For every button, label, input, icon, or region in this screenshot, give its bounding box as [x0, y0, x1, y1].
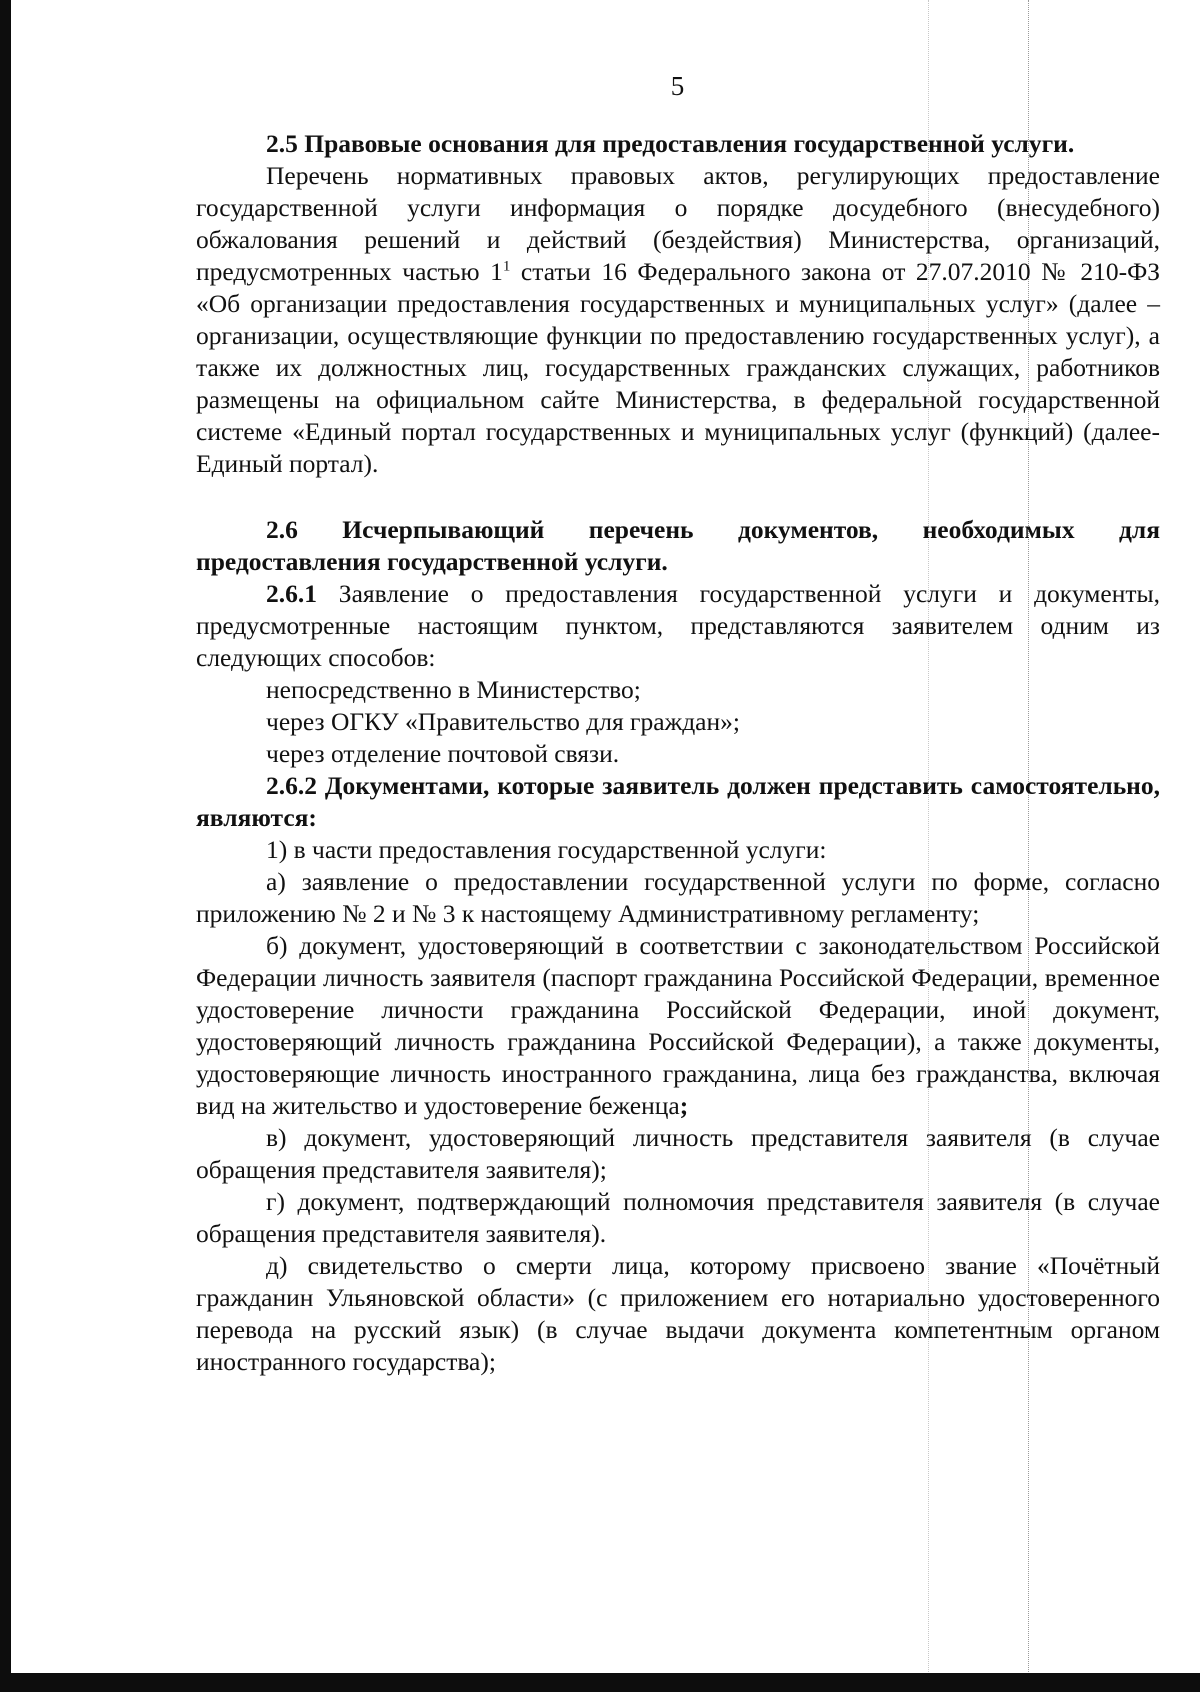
- list-item-a: а) заявление о предоставлении государственной услуги по форме, согласно приложению № 2 и № 3 к настоящему Административному регламенту;: [196, 867, 1160, 928]
- paragraph-2-6-1-number: 2.6.1: [266, 579, 317, 608]
- scan-border-bottom: [0, 1673, 1200, 1692]
- section-2-5-text-b: статьи 16 Федерального закона от 27.07.2010 № 210-ФЗ «Об организации предоставления государственных и муниципальных услуг» (далее – организации, осуществляющие функции по предоставлению государственных услуг), а также их должностных лиц, государственных гражданских служащих, работников размещены на официальном сайте Министерства, в федеральной государственной системе «Единый портал государственных и муниципальных услуг (функций) (далее-Единый портал).: [196, 257, 1160, 478]
- scan-border-left: [0, 0, 11, 1692]
- section-2-5-heading: 2.5 Правовые основания для предоставления государственной услуги.: [266, 129, 1075, 158]
- section-gap: [196, 480, 1160, 514]
- document-body: [196, 128, 1160, 1378]
- section-2-5-paragraph: [196, 160, 1160, 480]
- paragraph-2-6-1: [196, 578, 1160, 674]
- section-2-5-text-a: Перечень нормативных правовых актов, регулирующих предоставление государственной услуги информация о порядке досудебного (внесудебного) обжалования решений и действий (бездействия) Министерства, организаций, предусмотренных частью 1: [196, 161, 1160, 286]
- paragraph-2-6-2-heading: 2.6.2 Документами, которые заявитель должен представить самостоятельно, являются:: [196, 771, 1160, 832]
- page-number: 5: [670, 71, 685, 101]
- list-item-b-end: ;: [679, 1091, 689, 1120]
- submission-way: через отделение почтовой связи.: [266, 739, 620, 768]
- list-item-b-text: б) документ, удостоверяющий в соответствии с законодательством Российской Федерации личность заявителя (паспорт гражданина Российской Федерации, временное удостоверение личности гражданина Российской Федерации, иной документ, удостоверяющий личность гражданина Российской Федерации), а также документы, удостоверяющие личность иностранного гражданина, лица без гражданства, включая вид на жительство и удостоверение беженца: [196, 931, 1160, 1120]
- list-item-1: 1) в части предоставления государственной услуги:: [266, 835, 827, 864]
- list-item-b: [196, 930, 1160, 1122]
- superscript-mark: 1: [502, 258, 511, 275]
- paragraph-2-6-1-text: Заявление о предоставления государственной услуги и документы, предусмотренные настоящим пунктом, представляются заявителем одним из следующих способов:: [196, 579, 1160, 672]
- submission-way: непосредственно в Министерство;: [266, 675, 641, 704]
- submission-way: через ОГКУ «Правительство для граждан»;: [266, 707, 740, 736]
- section-2-6-heading: 2.6 Исчерпывающий перечень документов, необходимых для предоставления государственной услуги.: [196, 515, 1160, 576]
- list-item-d: д) свидетельство о смерти лица, которому присвоено звание «Почётный гражданин Ульяновской области» (с приложением его нотариально удостоверенного перевода на русский язык) (в случае выдачи документа компетентным органом иностранного государства);: [196, 1251, 1160, 1376]
- list-item-g: г) документ, подтверждающий полномочия представителя заявителя (в случае обращения представителя заявителя).: [196, 1187, 1160, 1248]
- list-item-v: в) документ, удостоверяющий личность представителя заявителя (в случае обращения представителя заявителя);: [196, 1123, 1160, 1184]
